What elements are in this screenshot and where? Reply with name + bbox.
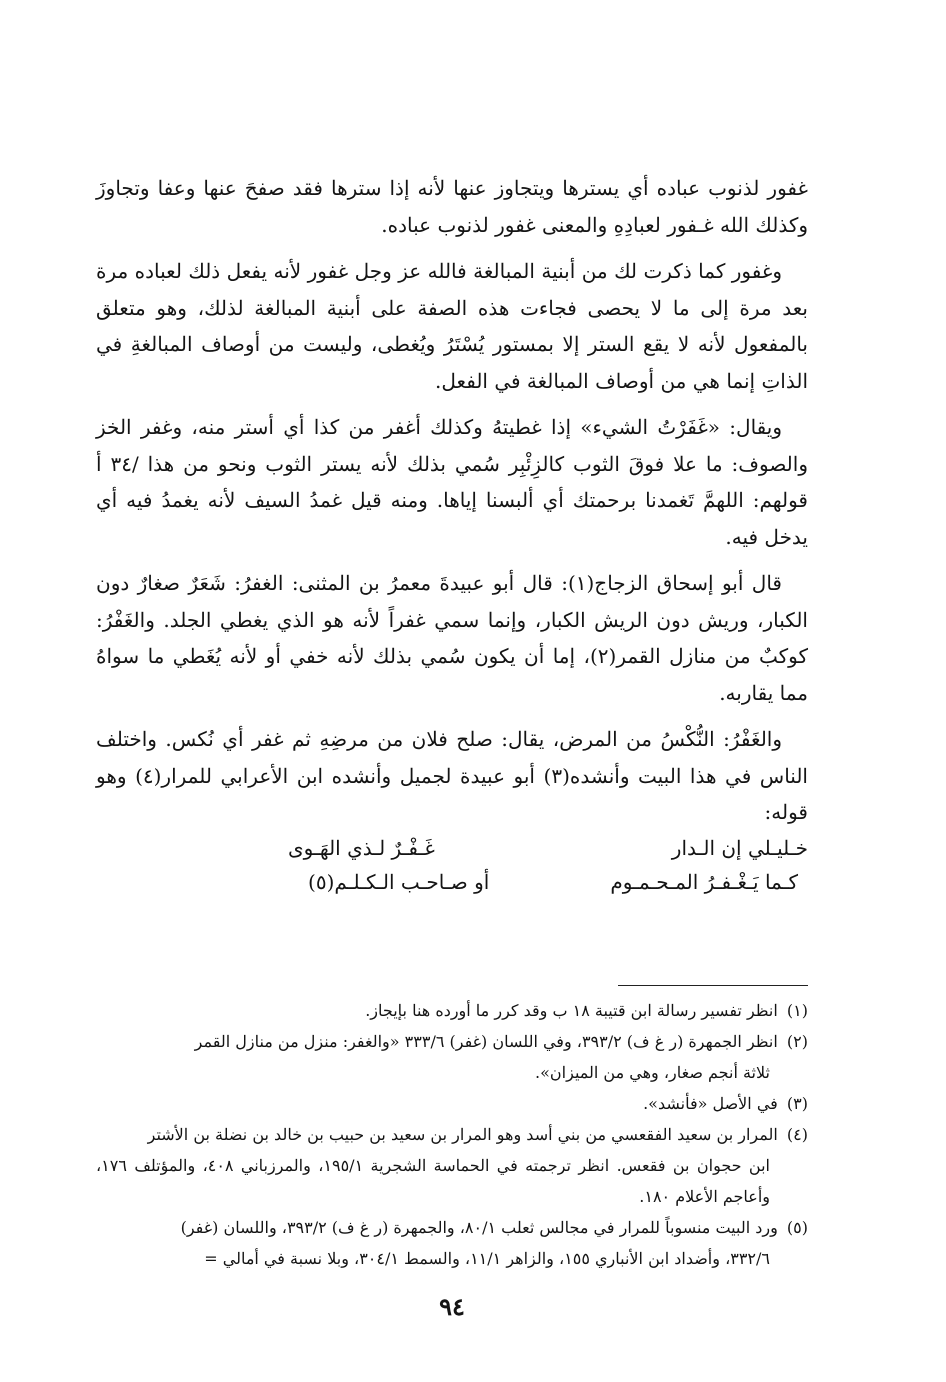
paragraph-1: غفور لذنوب عباده أي يسترها ويتجاوز عنها لأنه إذا سترها فقد صفحَ عنها وعفا وتجاوزَ وكذلك الله غـفور لعبادِهِ والمعنى غفور لذنوب عباده. [96, 176, 808, 237]
footnote-number: (١) [786, 1001, 808, 1020]
footnote-1 [96, 995, 808, 1026]
footnote-continuation: ثلاثة أنجم صغار، وهي من الميزان». [535, 1063, 770, 1082]
page-number: ٩٤ [439, 1292, 465, 1321]
verse-1-first-hemistich: خـليـلي إن الـدار [671, 835, 808, 860]
footnotes [96, 995, 808, 1274]
paragraph-2: وغفور كما ذكرت لك من أبنية المبالغة فالله عز وجل غفور لأنه يفعل ذلك لعباده مرة بعد مرة إلى ما لا يحصى فجاءت هذه الصفة على أبنية المبالغة لذلك، وهو متعلق بالمفعول لأنه لا يقع الستر إلا بمستور يُسْتَرُ ويُغطى، وليست من أوصاف المبالغةِ في الذاتِ إنما هي من أوصاف المبالغة في الفعل. [96, 259, 808, 393]
footnote-2 [96, 1026, 808, 1088]
paragraph-4: قال أبو إسحاق الزجاج(١): قال أبو عبيدةَ معمرُ بن المثنى: الغفرُ: شَعَرٌ صغارٌ دون الكبار، وريش دون الريش الكبار، وإنما سمي غفراً لأنه هو الذي يغطي الجلد. والغَفْرُ: كوكبٌ من منازل القمر(٢)، إما أن يكون سُمي بذلك لأنه خفي أو لأنه يُغَطي ما سواهُ مما يقاربه. [96, 571, 808, 705]
footnote-separator [618, 985, 808, 986]
footnote-text: المرار بن سعيد الفقعسي من بني أسد وهو المرار بن سعيد بن حبيب بن خالد بن نضلة بن الأشتر [147, 1125, 778, 1144]
footnote-number: (٣) [786, 1094, 808, 1113]
footnote-number: (٢) [786, 1032, 808, 1051]
paragraph-3: ويقال: «غَفَرْتُ الشيء» إذا غطيتهُ وكذلك أغفر من كذا أي أستر منه، وغفر الخز والصوف: ما علا فوقَ الثوب كالزِئْبِر سُمي بذلك لأنه يستر الثوب ونحو من هذا /٣٤ أ قولهم: اللهمَّ تَغمدنا برحمتك أي ألبسنا إياها. ومنه قيل غمدُ السيف لأنه يغمدُ فيه أي يدخل فيه. [96, 415, 808, 549]
footnote-4 [96, 1119, 808, 1212]
verse-line-2 [308, 865, 798, 899]
footnote-continuation: ٣٣٢/٦، وأضداد ابن الأنباري ١٥٥، والزاهر ١١/١، والسمط ٣٠٤/١، وبلا نسبة في أمالي = [204, 1249, 770, 1268]
footnote-text: انظر تفسير رسالة ابن قتيبة ١٨ ب وقد كرر ما أورده هنا بإيجاز. [365, 1001, 778, 1020]
paragraph-5: والغَفْرُ: النُّكْسُ من المرض، يقال: صلح فلان من مرضِهِ ثم غفر أي نُكس. واختلف الناس في هذا البيت وأنشده(٣) أبو عبيدة لجميل وأنشده ابن الأعرابي للمرار(٤) وهو قوله: [96, 727, 808, 824]
poetry-verse [96, 831, 808, 899]
verse-2-first-hemistich: كـما يَـغْـفـرُ المـحـمـوم [610, 869, 798, 894]
footnote-text: ورد البيت منسوباً للمرار في مجالس ثعلب ٨٠/١، والجمهرة (ر غ ف) ٣٩٣/٢، واللسان (غفر) [180, 1218, 778, 1237]
verse-line-1 [288, 831, 808, 865]
footnote-text: في الأصل «فأنشد». [643, 1094, 778, 1113]
footnote-5 [96, 1212, 808, 1274]
footnote-text: انظر الجمهرة (ر غ ف) ٣٩٣/٢، وفي اللسان (غفر) ٣٣٣/٦ «والغفر: منزل من منازل القمر [194, 1032, 778, 1051]
footnote-3 [96, 1088, 808, 1119]
verse-1-second-hemistich: غَـفْـرٌ لـذي الهَـوى [288, 835, 435, 860]
footnote-number: (٤) [786, 1125, 808, 1144]
verse-2-second-hemistich: أو صـاحـب الـكـلـم(٥) [308, 869, 490, 894]
footnote-number: (٥) [786, 1218, 808, 1237]
page-body [96, 170, 808, 1350]
footnote-continuation: ابن حجوان بن فقعس. انظر ترجمته في الحماسة الشجرية ١٩٥/١، والمرزباني ٤٠٨، والمؤتلف ١٧٦، وأعاجم الأعلام ١٨٠. [96, 1156, 770, 1206]
